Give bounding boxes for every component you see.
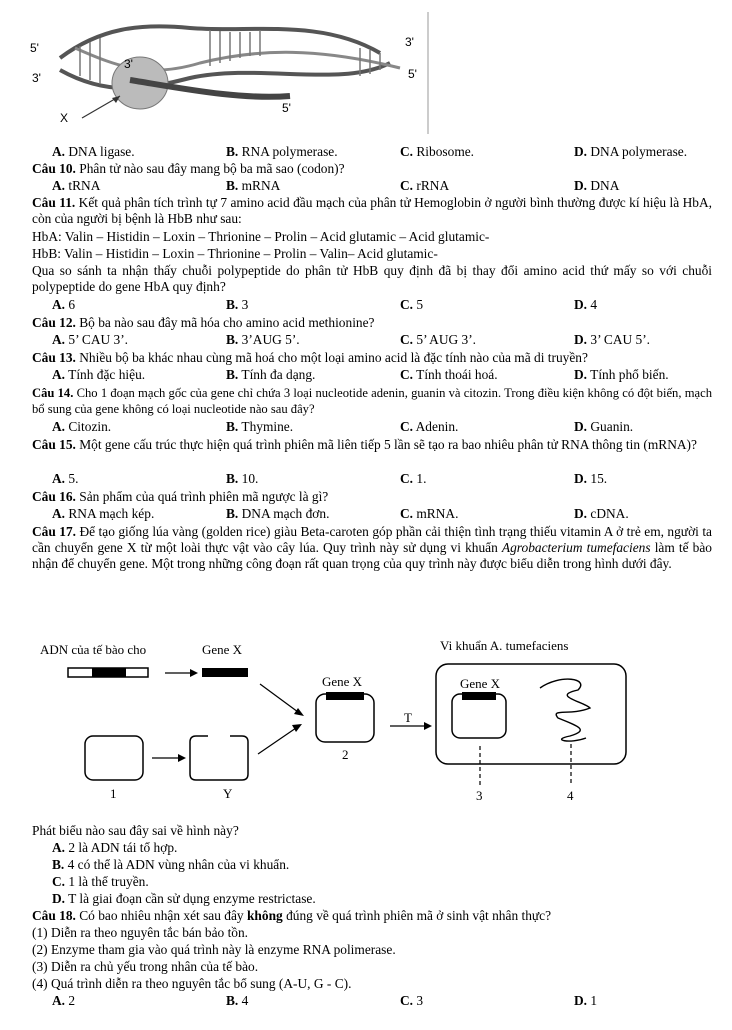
q18-option-b[interactable]: B. 4 <box>226 993 249 1008</box>
q16-option-a[interactable]: A. RNA mạch kép. <box>52 506 155 521</box>
q10-option-a[interactable]: A. tRNA <box>52 178 101 193</box>
q11-hba: HbA: Valin – Histidin – Loxin – Thrionine – Prolin – Acid glutamic – Acid glutamic- <box>32 229 490 244</box>
q17-statement-a[interactable]: A. 2 là ADN tái tổ hợp. <box>52 840 178 855</box>
gene-x-fragment <box>202 668 248 677</box>
q10-question: Câu 10. Phân tử nào sau đây mang bộ ba mã sao (codon)? <box>32 161 345 176</box>
q17-statement-b[interactable]: B. 4 có thể là ADN vùng nhân của vi khuẩn. <box>52 857 290 872</box>
label-5-mrna: 5' <box>282 101 291 115</box>
q15-option-c[interactable]: C. 1. <box>400 471 427 486</box>
q13-option-a[interactable]: A. Tính đặc hiệu. <box>52 367 146 382</box>
q17-species: Agrobacterium tumefaciens <box>501 540 651 555</box>
q16-options <box>52 506 712 522</box>
label-3-left: 3' <box>32 71 41 85</box>
q11-option-d[interactable]: D. 4 <box>574 297 598 312</box>
label-t: T <box>404 710 412 725</box>
bacteria-label: Vi khuẩn A. tumefaciens <box>440 638 569 653</box>
q11-options <box>52 297 712 313</box>
q18-option-a[interactable]: A. 2 <box>52 993 76 1008</box>
q14-option-b[interactable]: B. Thymine. <box>226 419 294 434</box>
q17-statement-d[interactable]: D. T là giai đoạn cần sử dụng enzyme restrictase. <box>52 891 316 906</box>
q12-option-a[interactable]: A. 5’ CAU 3’. <box>52 332 129 347</box>
box-1 <box>85 736 143 780</box>
label-x: X <box>60 111 69 125</box>
q11-question: Câu 11. Kết quả phân tích trình tự 7 amino acid đầu mạch của phân tử Hemoglobin ở người bình thường được kí hiệu là HbA, còn của người bị bệnh là HbB như sau: <box>32 195 712 226</box>
q13-question: Câu 13. Nhiều bộ ba khác nhau cùng mã hoá cho một loại amino acid là đặc tính nào của mã di truyền? <box>32 350 588 365</box>
donor-dna-label: ADN của tế bào cho <box>40 642 147 657</box>
q18-question: Câu 18. Có bao nhiêu nhận xét sau đây không đúng về quá trình phiên mã ở sinh vật nhân thực? <box>32 908 552 923</box>
q12-options <box>52 332 712 348</box>
q18-item-1: (1) Diễn ra theo nguyên tắc bán bảo tồn. <box>32 925 249 940</box>
q17-stem: Phát biểu nào sau đây sai về hình này? <box>32 823 239 838</box>
q11-option-c[interactable]: C. 5 <box>400 297 424 312</box>
q9-option-a[interactable]: A. DNA ligase. <box>52 144 135 159</box>
q12-question: Câu 12. Bộ ba nào sau đây mã hóa cho amino acid methionine? <box>32 315 375 330</box>
q17-statement-c[interactable]: C. 1 là thể truyền. <box>52 874 149 889</box>
q10-option-d[interactable]: D. DNA <box>574 178 620 193</box>
q9-options <box>52 144 712 160</box>
q10-option-c[interactable]: C. rRNA <box>400 178 450 193</box>
q9-option-c[interactable]: C. Ribosome. <box>400 144 475 159</box>
label-5-right: 5' <box>408 67 417 81</box>
q18-option-c[interactable]: C. 3 <box>400 993 424 1008</box>
q14-option-c[interactable]: C. Adenin. <box>400 419 459 434</box>
gene-x-label-inner: Gene X <box>460 676 501 691</box>
transcription-figure <box>20 8 440 136</box>
q15-question: Câu 15. Một gene cấu trúc thực hiện quá trình phiên mã liên tiếp 5 lần sẽ tạo ra bao nhiêu phân tử RNA thông tin (mRNA)? <box>32 437 697 452</box>
box-3 <box>452 694 506 738</box>
q16-option-d[interactable]: D. cDNA. <box>574 506 629 521</box>
label-2: 2 <box>342 747 349 762</box>
q11-hbb: HbB: Valin – Histidin – Loxin – Thrionine – Prolin – Valin– Acid glutamic- <box>32 246 438 261</box>
q12-option-c[interactable]: C. 5’ AUG 3’. <box>400 332 477 347</box>
label-4: 4 <box>567 788 574 803</box>
gene-x-label-mid: Gene X <box>322 674 363 689</box>
q18-item-3: (3) Diễn ra chủ yếu trong nhân của tế bào. <box>32 959 259 974</box>
q14-option-d[interactable]: D. Guanin. <box>574 419 634 434</box>
gene-transfer-figure <box>30 636 650 816</box>
q9-option-d[interactable]: D. DNA polymerase. <box>574 144 688 159</box>
q14-question: Câu 14. Cho 1 đoạn mạch gốc của gene chỉ chứa 3 loại nucleotide adenin, guanin và citozin. Trong điều kiện không có đột biến, mạch bổ sung của gene không có loại nucleotide nào sau đây? <box>32 386 712 416</box>
q15-option-d[interactable]: D. 15. <box>574 471 608 486</box>
q18-option-d[interactable]: D. 1 <box>574 993 598 1008</box>
q16-question: Câu 16. Sản phẩm của quá trình phiên mã ngược là gì? <box>32 489 329 504</box>
q13-option-b[interactable]: B. Tính đa dạng. <box>226 367 316 382</box>
q10-option-b[interactable]: B. mRNA <box>226 178 281 193</box>
q15-option-a[interactable]: A. 5. <box>52 471 79 486</box>
q14-option-a[interactable]: A. Citozin. <box>52 419 112 434</box>
label-3: 3 <box>476 788 483 803</box>
q14-options <box>52 419 712 435</box>
box-y <box>190 736 248 780</box>
q11-option-a[interactable]: A. 6 <box>52 297 76 312</box>
q13-option-d[interactable]: D. Tính phổ biến. <box>574 367 669 382</box>
label-5-top-left: 5' <box>30 41 39 55</box>
q10-options <box>52 178 712 194</box>
box-2 <box>316 694 374 742</box>
q11-question-2: Qua so sánh ta nhận thấy chuỗi polypeptide do phân tử HbB quy định đã bị thay đổi amino acid thứ mấy so với chuỗi polypeptide do gene HbA quy định? <box>32 263 712 294</box>
q11-option-b[interactable]: B. 3 <box>226 297 249 312</box>
q15-option-b[interactable]: B. 10. <box>226 471 259 486</box>
q12-option-b[interactable]: B. 3’AUG 5’. <box>226 332 300 347</box>
label-1: 1 <box>110 786 117 801</box>
q12-option-d[interactable]: D. 3’ CAU 5’. <box>574 332 651 347</box>
q13-options <box>52 367 712 383</box>
label-3-enzyme: 3' <box>124 57 133 71</box>
label-y: Y <box>223 786 233 801</box>
label-3-right: 3' <box>405 35 414 49</box>
q15-options <box>52 471 712 487</box>
q17-question: Câu 17. Để tạo giống lúa vàng (golden rice) giàu Beta-caroten góp phần cải thiện tình trạng thiếu vitamin A ở trẻ em, người ta cần chuyển gene X từ một loài thực vật vào cây lúa. Quy trình này sử dụng vi khuẩn Agrobacterium tumefaciens làm tế bào nhận để chuyển gene. Một trong những công đoạn rất quan trọng của quy trình này được biểu diễn trong hình dưới đây. <box>32 524 712 571</box>
q16-option-c[interactable]: C. mRNA. <box>400 506 459 521</box>
gene-x-label-top: Gene X <box>202 642 243 657</box>
q18-options <box>52 993 712 1009</box>
q18-item-2: (2) Enzyme tham gia vào quá trình này là enzyme RNA polimerase. <box>32 942 396 957</box>
q13-option-c[interactable]: C. Tính thoái hoá. <box>400 367 498 382</box>
q16-option-b[interactable]: B. DNA mạch đơn. <box>226 506 330 521</box>
q18-item-4: (4) Quá trình diễn ra theo nguyên tắc bổ sung (A-U, G - C). <box>32 976 352 991</box>
dna-strand-bottom <box>60 63 390 88</box>
q9-option-b[interactable]: B. RNA polymerase. <box>226 144 338 159</box>
